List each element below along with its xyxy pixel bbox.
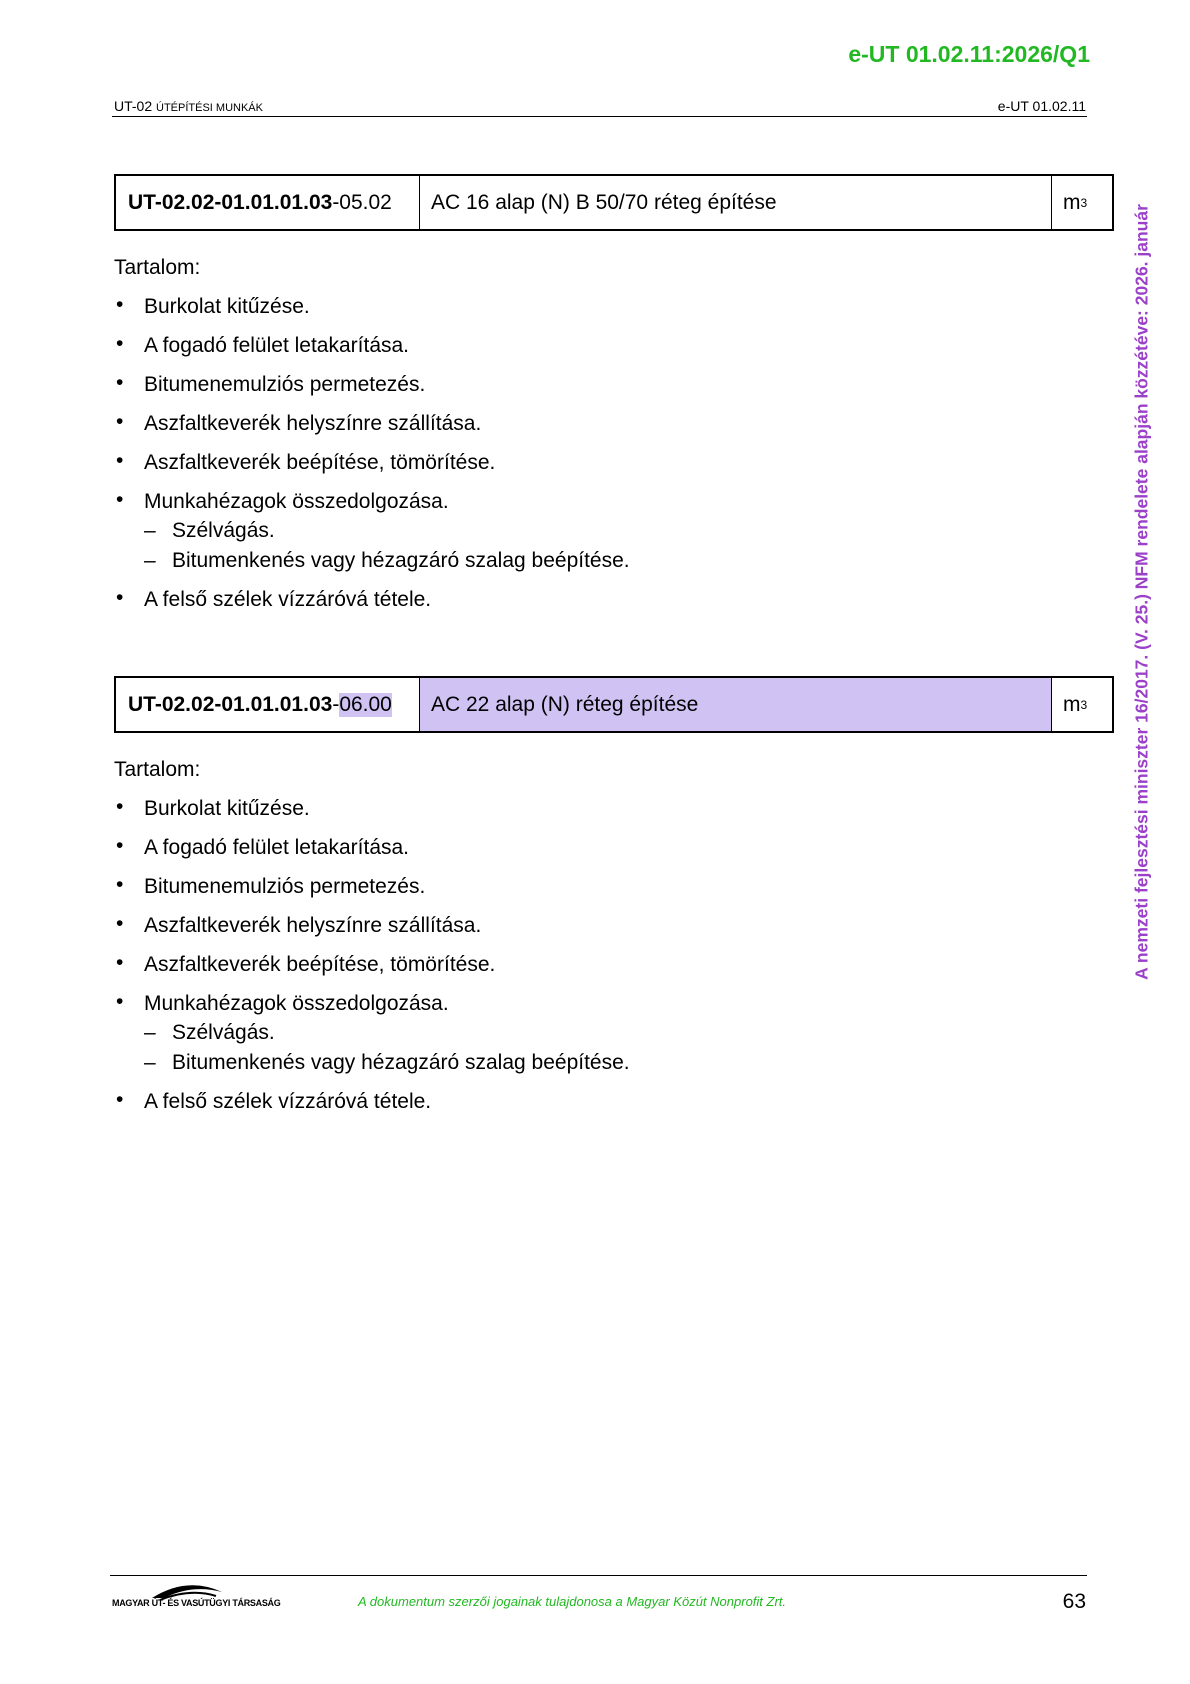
company-logo-text: MAGYAR ÚT- ÉS VASÚTÜGYI TÁRSASÁG xyxy=(112,1598,281,1608)
document-code: e-UT 01.02.11:2026/Q1 xyxy=(848,41,1090,67)
bullet-icon: • xyxy=(116,371,124,394)
item-code-cell xyxy=(116,678,420,731)
header-doc-ref: e-UT 01.02.11 xyxy=(997,98,1086,114)
item-code-dash: - xyxy=(332,692,340,716)
bullet-icon: • xyxy=(116,449,124,472)
bullet-icon: • xyxy=(116,586,124,609)
list-item: • Bitumenemulziós permetezés. xyxy=(116,371,426,396)
list-item: • Bitumenemulziós permetezés. xyxy=(116,873,426,898)
item-code-bold: UT-02.02-01.01.01.03 xyxy=(128,692,333,716)
item-code-table-1 xyxy=(114,174,1114,231)
bullet-icon: • xyxy=(116,834,124,857)
bullet-icon: • xyxy=(116,1088,124,1111)
item-code-suffix: 06.00 xyxy=(339,692,392,716)
list-item: • Burkolat kitűzése. xyxy=(116,795,310,820)
copyright-notice: A dokumentum szerzői jogainak tulajdonosa a Magyar Közút Nonprofit Zrt. xyxy=(358,1594,787,1609)
sub-list-item: – Bitumenkenés vagy hézagzáró szalag beépítése. xyxy=(144,1051,630,1074)
bullet-icon: • xyxy=(116,488,124,511)
header-divider xyxy=(112,116,1087,117)
item-code-bold: UT-02.02-01.01.01.03 xyxy=(128,190,333,214)
item-code-table-2 xyxy=(114,676,1114,733)
item-unit-cell xyxy=(1052,176,1112,229)
list-item: • Burkolat kitűzése. xyxy=(116,293,310,318)
content-list xyxy=(114,797,630,1129)
unit-label: m xyxy=(1063,190,1081,214)
item-unit-cell xyxy=(1052,678,1112,731)
dash-icon: – xyxy=(144,519,156,542)
unit-exponent: 3 xyxy=(1080,195,1088,210)
item-title-cell: AC 22 alap (N) réteg építése xyxy=(420,678,1052,731)
sub-list xyxy=(144,519,630,573)
list-item: • Aszfaltkeverék beépítése, tömörítése. xyxy=(116,951,496,976)
content-list xyxy=(114,295,630,627)
list-item: • A fogadó felület letakarítása. xyxy=(116,332,410,357)
bullet-icon: • xyxy=(116,795,124,818)
item-title-cell: AC 16 alap (N) B 50/70 réteg építése xyxy=(420,176,1052,229)
bullet-icon: • xyxy=(116,873,124,896)
list-item: • A fogadó felület letakarítása. xyxy=(116,834,410,859)
sub-list-item: – Szélvágás. xyxy=(144,1021,275,1044)
header-chapter xyxy=(114,98,263,114)
list-item: • A felső szélek vízzáróvá tétele. xyxy=(116,1088,432,1113)
list-item: • Aszfaltkeverék beépítése, tömörítése. xyxy=(116,449,496,474)
list-item: • Munkahézagok összedolgozása. – Szélvágás. – Bitumenkenés vagy hézagzáró szalag beépítése. xyxy=(116,990,630,1074)
bullet-icon: • xyxy=(116,912,124,935)
list-item: • Aszfaltkeverék helyszínre szállítása. xyxy=(116,912,482,937)
content-heading: Tartalom: xyxy=(114,758,201,781)
sub-list-item: – Szélvágás. xyxy=(144,519,275,542)
unit-exponent: 3 xyxy=(1080,697,1088,712)
side-publication-note: A nemzeti fejlesztési miniszter 16/2017. (V. 25.) NFM rendelete alapján közzétéve: 2026. január xyxy=(1131,204,1152,980)
footer-divider xyxy=(110,1575,1087,1576)
bullet-icon: • xyxy=(116,951,124,974)
bullet-icon: • xyxy=(116,990,124,1013)
bullet-icon: • xyxy=(116,332,124,355)
bullet-icon: • xyxy=(116,293,124,316)
sub-list-item: – Bitumenkenés vagy hézagzáró szalag beépítése. xyxy=(144,549,630,572)
bullet-icon: • xyxy=(116,410,124,433)
header-chapter-title: ÚTÉPÍTÉSI MUNKÁK xyxy=(156,102,263,114)
item-code-cell xyxy=(116,176,420,229)
list-item: • Aszfaltkeverék helyszínre szállítása. xyxy=(116,410,482,435)
unit-label: m xyxy=(1063,692,1081,716)
content-heading: Tartalom: xyxy=(114,256,201,279)
dash-icon: – xyxy=(144,1051,156,1074)
header-chapter-prefix: UT-02 xyxy=(114,98,153,114)
page-number: 63 xyxy=(1062,1590,1086,1613)
dash-icon: – xyxy=(144,549,156,572)
list-item: • Munkahézagok összedolgozása. – Szélvágás. – Bitumenkenés vagy hézagzáró szalag beépítése. xyxy=(116,488,630,572)
dash-icon: – xyxy=(144,1021,156,1044)
item-code-suffix: -05.02 xyxy=(332,190,392,214)
list-item: • A felső szélek vízzáróvá tétele. xyxy=(116,586,432,611)
sub-list xyxy=(144,1021,630,1075)
